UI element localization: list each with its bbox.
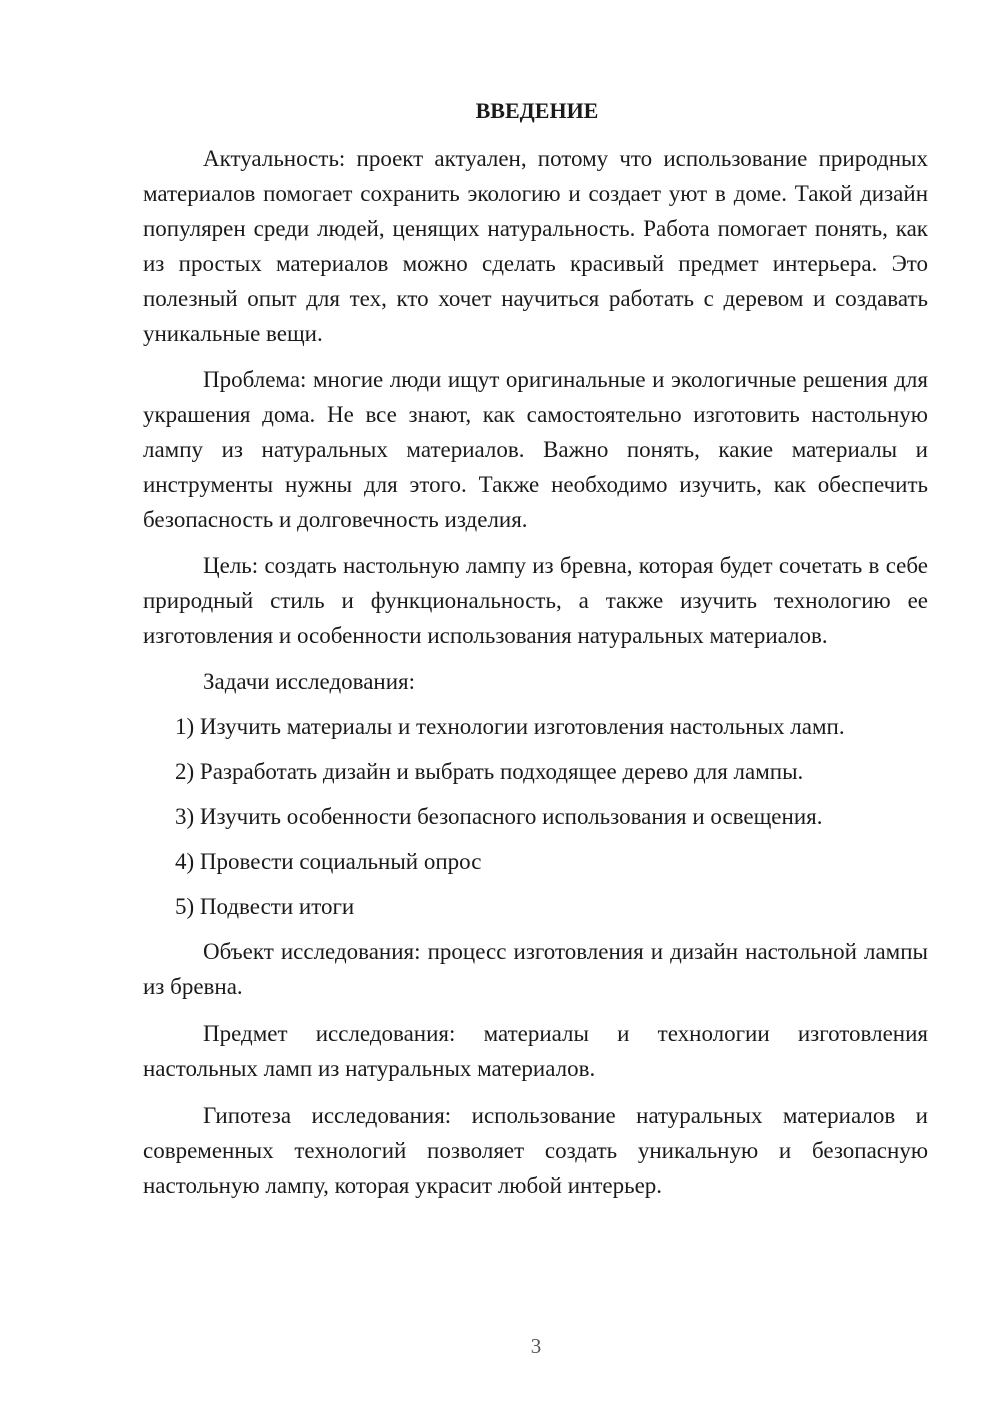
paragraph-problem: Проблема: многие люди ищут оригинальные и экологичные решения для украшения дома. Не все знают, как самостоятельно изготовить настольную лампу из натуральных материалов. Важно понять, какие материалы и инструменты нужны для этого. Также необходимо изучить, как обеспечить безопасность и долговечность изделия. [143, 367, 928, 532]
paragraph-goal: Цель: создать настольную лампу из бревна, которая будет сочетать в себе природный стиль и функциональность, а также изучить технологию ее изготовления и особенности использования натуральных материалов. [143, 553, 928, 648]
task-item: 4) Провести социальный опрос [175, 849, 482, 874]
task-item: 1) Изучить материалы и технологии изготовления настольных ламп. [175, 714, 845, 739]
task-item: 2) Разработать дизайн и выбрать подходящее дерево для лампы. [175, 759, 804, 784]
paragraph-subject: Предмет исследования: материалы и технологии изготовления настольных ламп из натуральных материалов. [143, 1021, 928, 1081]
task-item: 5) Подвести итоги [175, 894, 355, 919]
paragraph-object: Объект исследования: процесс изготовления и дизайн настольной лампы из бревна. [143, 939, 928, 999]
tasks-list [143, 709, 928, 924]
section-title: ВВЕДЕНИЕ [475, 98, 599, 123]
paragraph-hypothesis: Гипотеза исследования: использование натуральных материалов и современных технологий позволяет создать уникальную и безопасную настольную лампу, которая украсит любой интерьер. [143, 1103, 928, 1198]
task-item: 3) Изучить особенности безопасного использования и освещения. [175, 804, 823, 829]
page-number: 3 [530, 1334, 542, 1358]
page-content [143, 96, 928, 1214]
paragraph-relevance: Актуальность: проект актуален, потому что использование природных материалов помогает сохранить экологию и создает уют в доме. Такой дизайн популярен среди людей, ценящих натуральность. Работа помогает понять, как из простых материалов можно сделать красивый предмет интерьера. Это полезный опыт для тех, кто хочет научиться работать с деревом и создавать уникальные вещи. [143, 146, 928, 346]
tasks-heading: Задачи исследования: [203, 669, 416, 694]
